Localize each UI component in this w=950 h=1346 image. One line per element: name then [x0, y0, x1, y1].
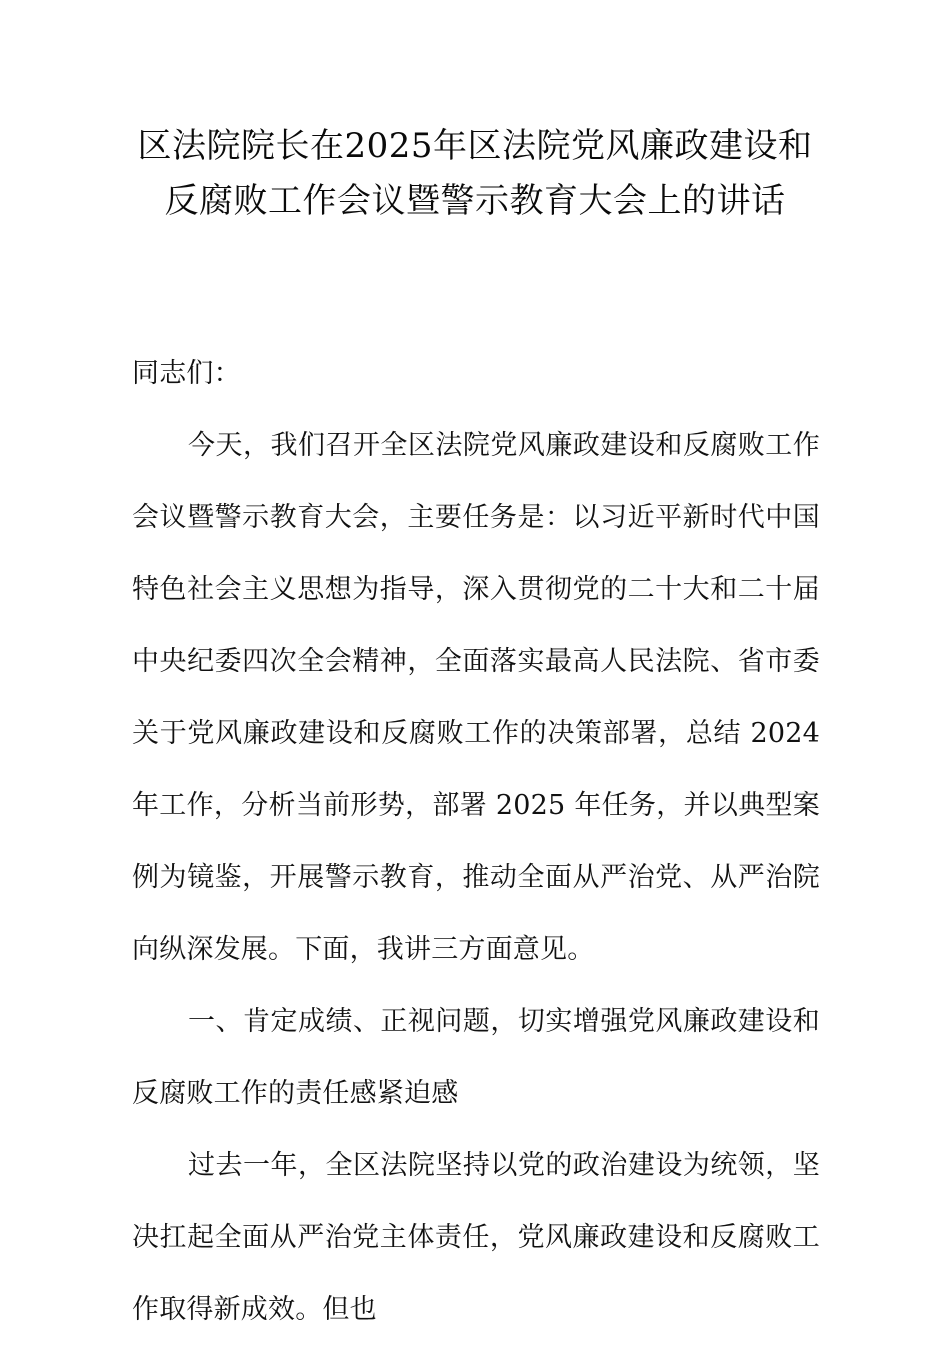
document-body [132, 338, 820, 1346]
paragraph-section-one-body: 过去一年，全区法院坚持以党的政治建设为统领，坚决扛起全面从严治党主体责任，党风廉政建设和反腐败工作取得新成效。但也 [132, 1150, 820, 1325]
page-title: 区法院院长在2025年区法院党风廉政建设和反腐败工作会议暨警示教育大会上的讲话 [137, 125, 813, 221]
paragraph-salutation: 同志们： [132, 358, 241, 389]
paragraph-opening: 今天，我们召开全区法院党风廉政建设和反腐败工作会议暨警示教育大会，主要任务是：以习近平新时代中国特色社会主义思想为指导，深入贯彻党的二十大和二十届中央纪委四次全会精神，全面落实最高人民法院、省市委关于党风廉政建设和反腐败工作的决策部署，总结 2024 年工作，分析当前形势，部署 2025 年任务，并以典型案例为镜鉴，开展警示教育，推动全面从严治党、从严治院向纵深发展。下面，我讲三方面意见。 [132, 430, 820, 965]
section-heading-one: 一、肯定成绩、正视问题，切实增强党风廉政建设和反腐败工作的责任感紧迫感 [132, 1006, 820, 1109]
